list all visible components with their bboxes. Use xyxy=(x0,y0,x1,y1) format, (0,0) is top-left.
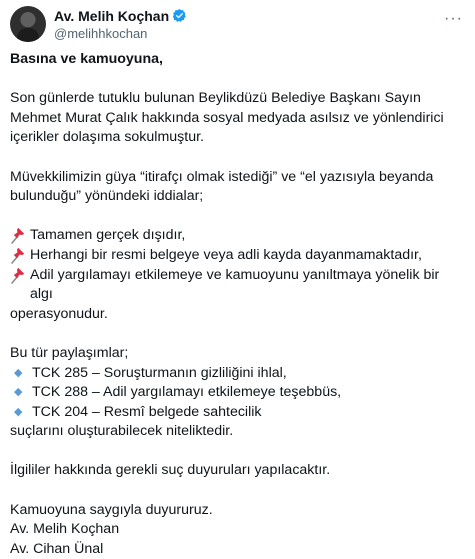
name-row xyxy=(54,7,187,25)
paragraph-line: bulunduğu” yönündeki iddialar; xyxy=(10,188,204,205)
paragraph-line: Mehmet Murat Çalık hakkında sosyal medyada asılsız ve yönlendirici xyxy=(10,109,444,126)
bullet-item xyxy=(10,383,465,403)
notice-line: İlgililer hakkında gerekli suç duyuruları yapılacaktır. xyxy=(10,462,331,479)
more-options-button[interactable]: ··· xyxy=(444,10,463,27)
signature-line: Av. Melih Koçhan xyxy=(10,521,120,538)
author-info xyxy=(54,7,187,42)
bullets-tail: suçlarını oluşturabilecek niteliktedir. xyxy=(10,423,234,440)
paragraph-line: Müvekkilimizin güya “itirafçı olmak istediği” ve “el yazısıyla beyanda xyxy=(10,168,434,185)
paragraph-line: Son günlerde tutuklu bulunan Beylikdüzü Belediye Başkanı Sayın xyxy=(10,90,421,107)
bullet-text: TCK 285 – Soruşturmanın gizliliğini ihlal, xyxy=(32,364,287,381)
pushpin-icon xyxy=(10,226,26,245)
pin-item-text: Adil yargılamayı etkilemeye ve kamuoyunu yanıltmaya yönelik bir algı xyxy=(30,266,440,303)
small-blue-diamond-icon: ◆ xyxy=(14,366,23,379)
pin-item xyxy=(10,266,465,305)
closing-line: Kamuoyuna saygıyla duyururuz. xyxy=(10,501,213,518)
bullet-text: TCK 288 – Adil yargılamayı etkilemeye teşebbüs, xyxy=(32,384,342,401)
avatar[interactable] xyxy=(10,6,46,42)
verified-badge-icon xyxy=(172,8,187,23)
paragraph-line: içerikler dolaşıma sokulmuştur. xyxy=(10,129,204,146)
pin-item-text: Tamamen gerçek dışıdır, xyxy=(30,227,186,244)
statement-title: Basına ve kamuoyuna, xyxy=(10,51,163,67)
pin-item xyxy=(10,226,465,246)
pin-item-text: Herhangi bir resmi belgeye veya adli kayda dayanmamaktadır, xyxy=(30,246,422,263)
pin-item-continuation: operasyonudur. xyxy=(10,305,108,322)
pushpin-icon xyxy=(10,246,26,265)
tweet-text xyxy=(10,50,465,559)
handle[interactable]: @melihhkochan xyxy=(54,25,148,41)
pin-item xyxy=(10,246,465,266)
bullet-item xyxy=(10,364,465,384)
tweet-header xyxy=(10,6,187,42)
display-name[interactable]: Av. Melih Koçhan xyxy=(54,7,170,24)
small-blue-diamond-icon: ◆ xyxy=(14,386,23,399)
signature-line: Av. Cihan Ünal xyxy=(10,540,104,557)
bullet-item xyxy=(10,403,465,423)
shares-intro: Bu tür paylaşımlar; xyxy=(10,344,129,361)
pushpin-icon xyxy=(10,266,26,285)
bullet-text: TCK 204 – Resmî belgede sahtecilik xyxy=(32,403,262,420)
small-blue-diamond-icon: ◆ xyxy=(14,405,23,418)
